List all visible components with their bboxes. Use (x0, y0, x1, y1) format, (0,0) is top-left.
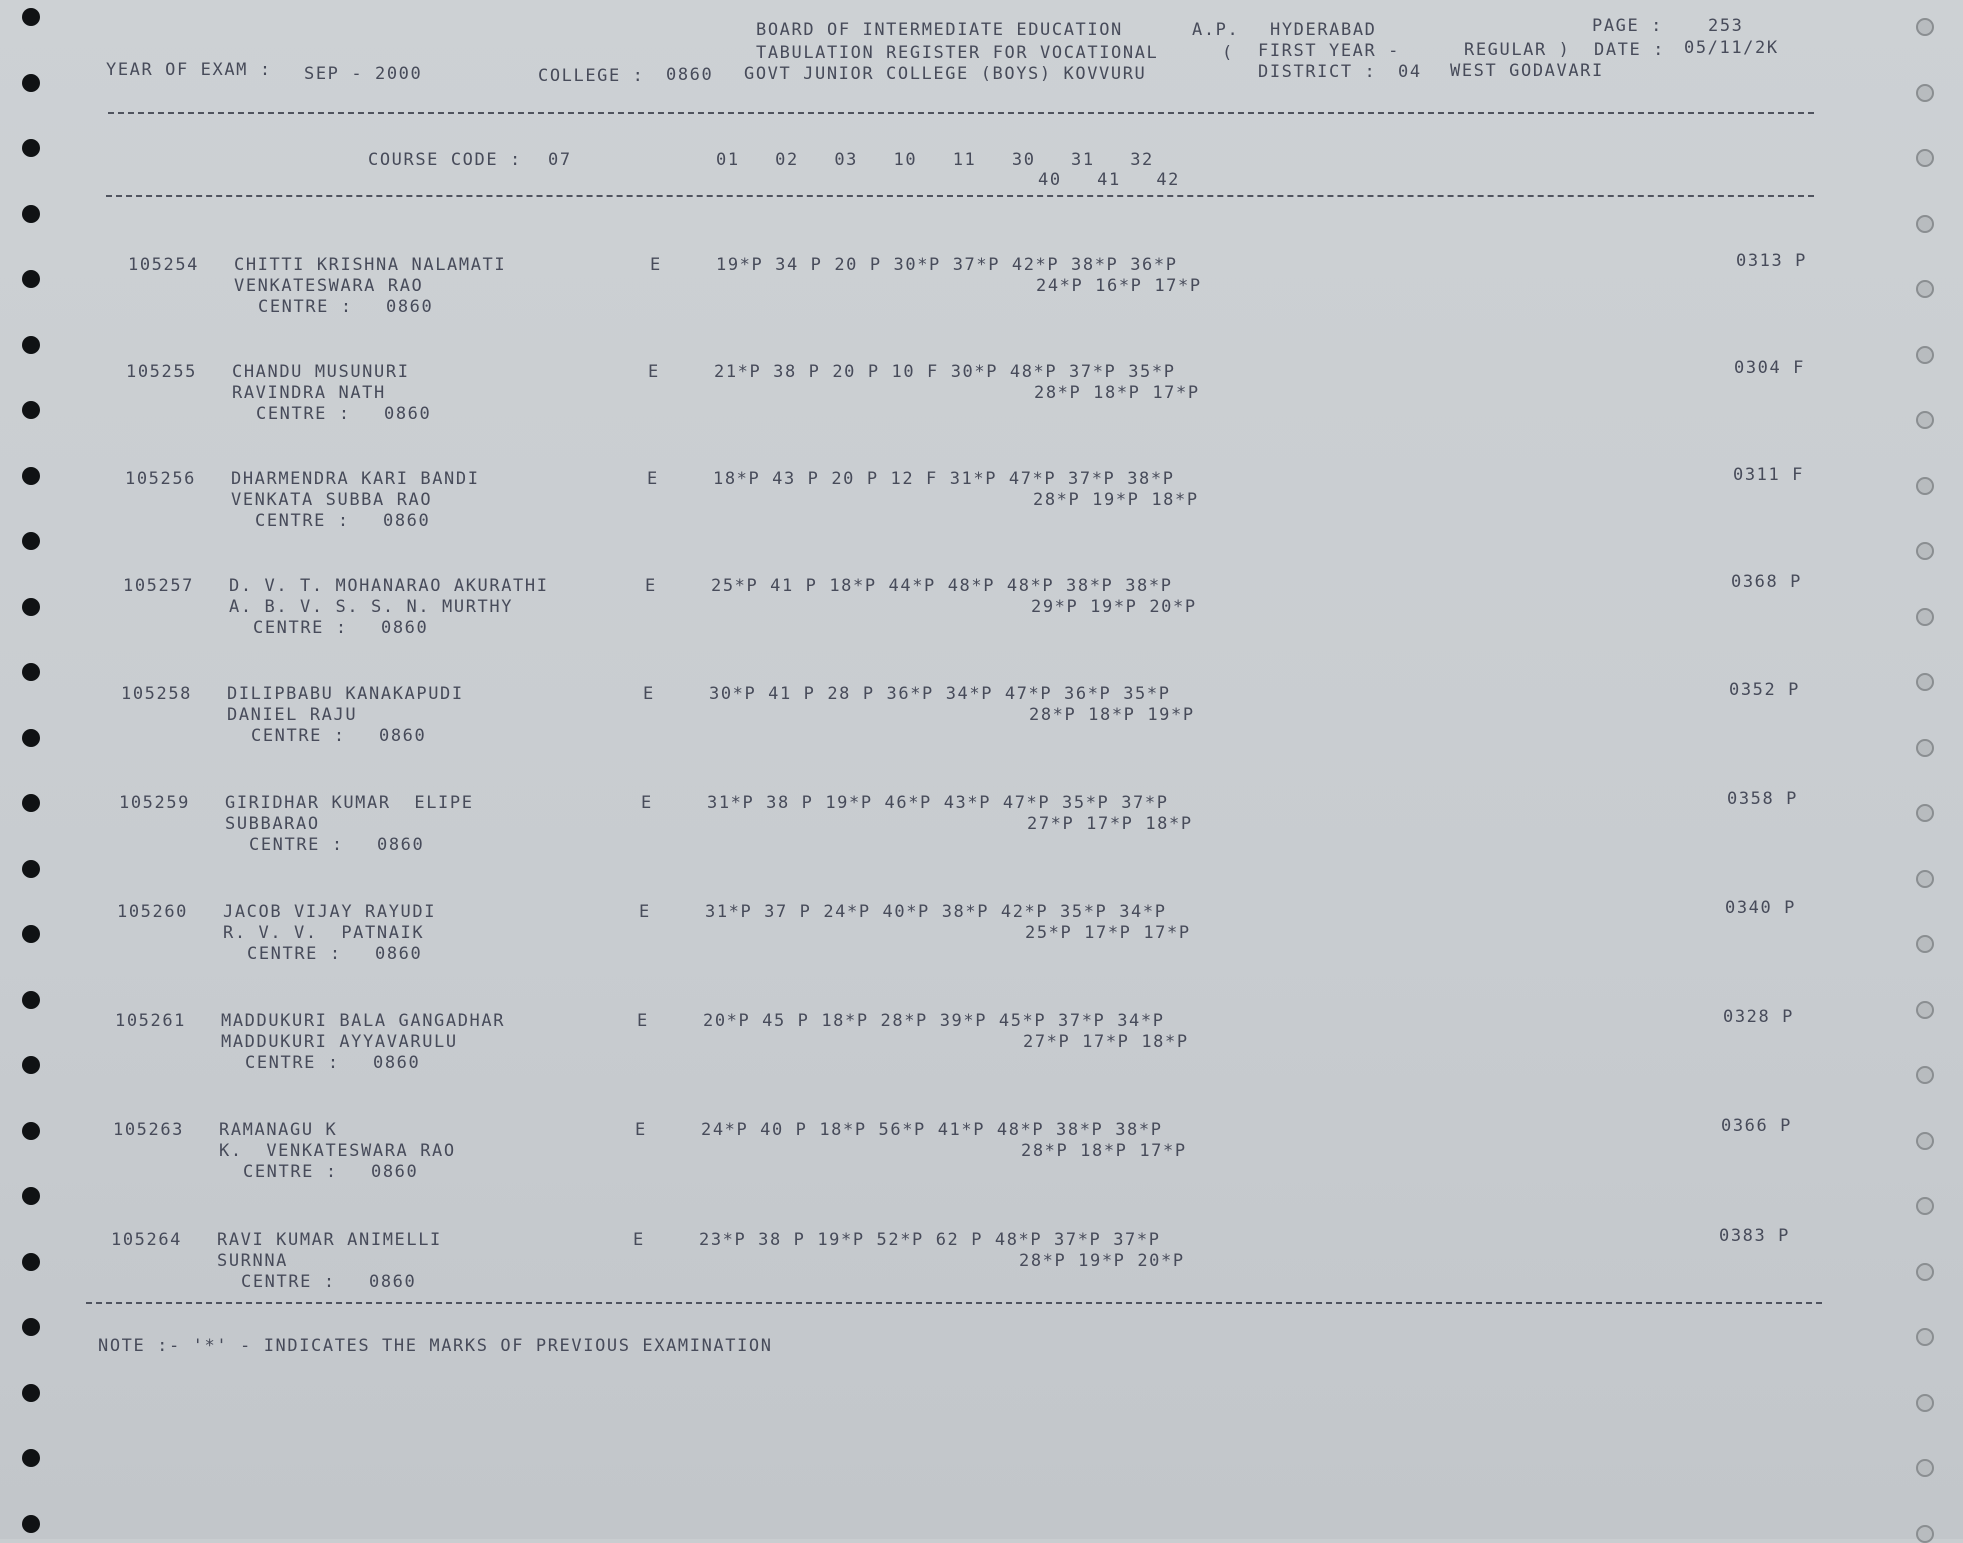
feed-hole (1916, 1328, 1934, 1346)
roll-number: 105256 (125, 469, 197, 489)
total-result: 0313 P (1736, 251, 1808, 271)
centre-label: CENTRE : (247, 944, 342, 964)
group-code: E (647, 469, 659, 489)
group-code: E (639, 902, 651, 922)
marks-row2: 28*P 18*P 19*P (1029, 705, 1195, 725)
centre-label: CENTRE : (251, 726, 346, 746)
centre-label: CENTRE : (255, 511, 350, 531)
student-record (0, 898, 1963, 972)
centre-label: CENTRE : (253, 618, 348, 638)
feed-hole (22, 1449, 40, 1467)
group-code: E (637, 1011, 649, 1031)
marks-row2: 24*P 16*P 17*P (1036, 276, 1202, 296)
marks-row1: 25*P 41 P 18*P 44*P 48*P 48*P 38*P 38*P (711, 576, 1173, 596)
feed-hole (1916, 542, 1934, 560)
student-record (0, 572, 1963, 646)
year-of-exam-label: YEAR OF EXAM : (106, 60, 272, 80)
footer-note: NOTE :- '*' - INDICATES THE MARKS OF PREVIOUS EXAMINATION (98, 1336, 773, 1356)
centre-label: CENTRE : (258, 297, 353, 317)
centre-code: 0860 (371, 1162, 419, 1182)
centre-label: CENTRE : (249, 835, 344, 855)
marks-row1: 31*P 38 P 19*P 46*P 43*P 47*P 35*P 37*P (707, 793, 1169, 813)
feed-hole (22, 205, 40, 223)
centre-label: CENTRE : (256, 404, 351, 424)
centre-label: CENTRE : (245, 1053, 340, 1073)
student-record (0, 1007, 1963, 1081)
student-name: MADDUKURI BALA GANGADHAR (221, 1011, 506, 1031)
feed-hole (22, 336, 40, 354)
feed-hole (1916, 149, 1934, 167)
date-value: 05/11/2K (1684, 38, 1779, 58)
roll-number: 105254 (128, 255, 200, 275)
college-code: 0860 (666, 65, 714, 85)
feed-hole (1916, 346, 1934, 364)
centre-code: 0860 (377, 835, 425, 855)
total-result: 0304 F (1734, 358, 1806, 378)
group-code: E (648, 362, 660, 382)
father-name: DANIEL RAJU (227, 705, 358, 725)
board-title: BOARD OF INTERMEDIATE EDUCATION (756, 20, 1123, 40)
district-label: DISTRICT : (1258, 62, 1377, 82)
total-result: 0368 P (1731, 572, 1803, 592)
feed-hole (1916, 870, 1934, 888)
marks-row2: 28*P 18*P 17*P (1021, 1141, 1187, 1161)
centre-code: 0860 (384, 404, 432, 424)
feed-hole (22, 663, 40, 681)
board-state: A.P. (1192, 20, 1240, 40)
group-code: E (641, 793, 653, 813)
group-code: E (633, 1230, 645, 1250)
roll-number: 105263 (113, 1120, 185, 1140)
student-name: RAMANAGU K (219, 1120, 338, 1140)
marks-row2: 25*P 17*P 17*P (1025, 923, 1191, 943)
college-name: GOVT JUNIOR COLLEGE (BOYS) KOVVURU (744, 64, 1147, 84)
marks-row1: 20*P 45 P 18*P 28*P 39*P 45*P 37*P 34*P (703, 1011, 1165, 1031)
college-label: COLLEGE : (538, 66, 645, 86)
student-record (0, 251, 1963, 325)
feed-hole (22, 8, 40, 26)
total-result: 0328 P (1723, 1007, 1795, 1027)
marks-row1: 24*P 40 P 18*P 56*P 41*P 48*P 38*P 38*P (701, 1120, 1163, 1140)
student-record (0, 789, 1963, 863)
board-city: HYDERABAD (1270, 20, 1377, 40)
page-number: 253 (1708, 16, 1744, 36)
group-code: E (650, 255, 662, 275)
course-code-label: COURSE CODE : (368, 150, 522, 170)
right-feed-holes (1904, 0, 1944, 1539)
father-name: MADDUKURI AYYAVARULU (221, 1032, 458, 1052)
student-name: D. V. T. MOHANARAO AKURATHI (229, 576, 549, 596)
marks-row1: 23*P 38 P 19*P 52*P 62 P 48*P 37*P 37*P (699, 1230, 1161, 1250)
feed-hole (1916, 1525, 1934, 1543)
total-result: 0340 P (1725, 898, 1797, 918)
district-code: 04 (1398, 62, 1422, 82)
feed-hole (22, 1318, 40, 1336)
total-result: 0366 P (1721, 1116, 1793, 1136)
father-name: VENKATA SUBBA RAO (231, 490, 433, 510)
feed-hole (1916, 1459, 1934, 1477)
father-name: RAVINDRA NATH (232, 383, 386, 403)
feed-hole (1916, 1197, 1934, 1215)
marks-row1: 19*P 34 P 20 P 30*P 37*P 42*P 38*P 36*P (716, 255, 1178, 275)
total-result: 0311 F (1733, 465, 1805, 485)
exam-type: REGULAR ) (1464, 40, 1571, 60)
marks-row1: 21*P 38 P 20 P 10 F 30*P 48*P 37*P 35*P (714, 362, 1176, 382)
father-name: R. V. V. PATNAIK (223, 923, 425, 943)
father-name: VENKATESWARA RAO (234, 276, 424, 296)
roll-number: 105255 (126, 362, 198, 382)
group-code: E (645, 576, 657, 596)
marks-row2: 28*P 19*P 18*P (1033, 490, 1199, 510)
centre-code: 0860 (373, 1053, 421, 1073)
group-code: E (635, 1120, 647, 1140)
column-header-rule (106, 195, 1814, 197)
total-result: 0352 P (1729, 680, 1801, 700)
student-record (0, 1116, 1963, 1190)
student-name: RAVI KUMAR ANIMELLI (217, 1230, 442, 1250)
centre-code: 0860 (381, 618, 429, 638)
feed-hole (22, 139, 40, 157)
roll-number: 105259 (119, 793, 191, 813)
year-level: FIRST YEAR - (1258, 41, 1401, 61)
roll-number: 105258 (121, 684, 193, 704)
page-label: PAGE : (1592, 16, 1664, 36)
feed-hole (22, 1515, 40, 1533)
roll-number: 105261 (115, 1011, 187, 1031)
feed-hole (1916, 215, 1934, 233)
father-name: A. B. V. S. S. N. MURTHY (229, 597, 514, 617)
student-name: GIRIDHAR KUMAR ELIPE (225, 793, 474, 813)
subject-codes-row1: 01 02 03 10 11 30 31 32 (716, 150, 1154, 170)
student-record (0, 1226, 1963, 1300)
left-feed-holes (10, 0, 50, 1539)
total-result: 0383 P (1719, 1226, 1791, 1246)
total-result: 0358 P (1727, 789, 1799, 809)
student-name: CHANDU MUSUNURI (232, 362, 410, 382)
centre-code: 0860 (375, 944, 423, 964)
centre-label: CENTRE : (241, 1272, 336, 1292)
student-record (0, 465, 1963, 539)
student-name: CHITTI KRISHNA NALAMATI (234, 255, 507, 275)
roll-number: 105260 (117, 902, 189, 922)
centre-code: 0860 (383, 511, 431, 531)
paren-open: ( (1222, 43, 1234, 63)
marks-row2: 28*P 18*P 17*P (1034, 383, 1200, 403)
father-name: K. VENKATESWARA RAO (219, 1141, 456, 1161)
header-rule (108, 112, 1814, 114)
marks-row1: 18*P 43 P 20 P 12 F 31*P 47*P 37*P 38*P (713, 469, 1175, 489)
student-name: DILIPBABU KANAKAPUDI (227, 684, 464, 704)
centre-code: 0860 (379, 726, 427, 746)
marks-row2: 29*P 19*P 20*P (1031, 597, 1197, 617)
feed-hole (1916, 84, 1934, 102)
centre-code: 0860 (369, 1272, 417, 1292)
marks-row1: 31*P 37 P 24*P 40*P 38*P 42*P 35*P 34*P (705, 902, 1167, 922)
subject-codes-row2: 40 41 42 (1038, 170, 1181, 190)
father-name: SURNNA (217, 1251, 289, 1271)
marks-row2: 28*P 19*P 20*P (1019, 1251, 1185, 1271)
student-record (0, 358, 1963, 432)
centre-label: CENTRE : (243, 1162, 338, 1182)
register-title: TABULATION REGISTER FOR VOCATIONAL (756, 43, 1159, 63)
course-code-value: 07 (548, 150, 572, 170)
feed-hole (1916, 18, 1934, 36)
year-of-exam-value: SEP - 2000 (304, 64, 423, 84)
footer-rule (86, 1302, 1822, 1304)
student-name: JACOB VIJAY RAYUDI (223, 902, 437, 922)
roll-number: 105257 (123, 576, 195, 596)
marks-row1: 30*P 41 P 28 P 36*P 34*P 47*P 36*P 35*P (709, 684, 1171, 704)
marks-row2: 27*P 17*P 18*P (1023, 1032, 1189, 1052)
roll-number: 105264 (111, 1230, 183, 1250)
father-name: SUBBARAO (225, 814, 320, 834)
centre-code: 0860 (386, 297, 434, 317)
feed-hole (22, 74, 40, 92)
student-name: DHARMENDRA KARI BANDI (231, 469, 480, 489)
feed-hole (22, 991, 40, 1009)
group-code: E (643, 684, 655, 704)
feed-hole (22, 1384, 40, 1402)
district-name: WEST GODAVARI (1450, 61, 1604, 81)
student-record (0, 680, 1963, 754)
marks-row2: 27*P 17*P 18*P (1027, 814, 1193, 834)
feed-hole (1916, 1394, 1934, 1412)
date-label: DATE : (1594, 40, 1666, 60)
